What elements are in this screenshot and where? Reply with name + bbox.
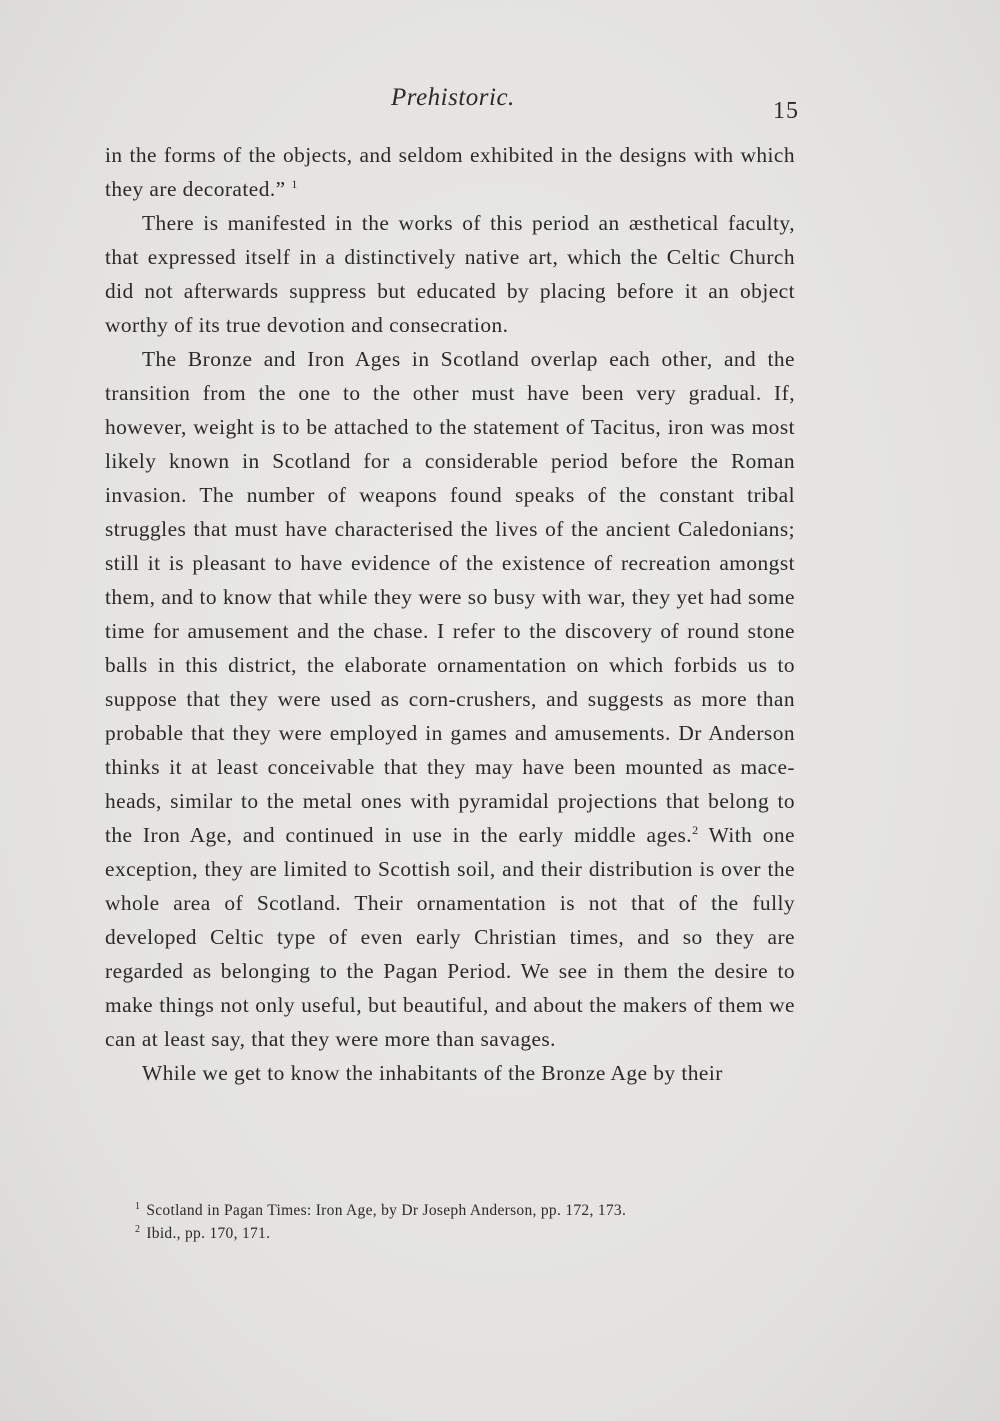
paragraph-bronze-iron (105, 342, 795, 1056)
paragraph-text: in the forms of the objects, and seldom exhibited in the designs with which they are decorated.” (105, 143, 795, 201)
paragraph-aesthetic (105, 206, 795, 342)
footnote-ref-1: 1 (291, 177, 298, 191)
paragraph-text-a: The Bronze and Iron Ages in Scotland overlap each other, and the transition from the one to the other must have been very gradual. If, however, weight is to be attached to the statement of Tacitus, iron was most likely known in Scotland for a considerable period before the Roman invasion. The number of weapons found speaks of the constant tribal struggles that must have characterised the lives of the ancient Caledonians; still it is pleasant to have evidence of the existence of recreation amongst them, and to know that while they were so busy with war, they yet had some time for amusement and the chase. I refer to the discovery of round stone balls in this district, the elaborate ornamentation on which forbids us to suppose that they were used as corn-crushers, and suggests as more than probable that they were employed in games and amusements. Dr Anderson thinks it at least conceivable that they may have been mounted as mace-heads, similar to the metal ones with pyramidal projections that belong to the Iron Age, and continued in use in the early middle ages. (105, 347, 795, 847)
footnotes (135, 1199, 775, 1245)
body-text (105, 138, 795, 1090)
footnote-ref-2: 2 (692, 823, 699, 837)
paragraph-text-b: With one exception, they are limited to Scottish soil, and their distribution is over the whole area of Scotland. Their ornamentation is not that of the fully developed Celtic type of even early Christian times, and so they are regarded as belonging to the Pagan Period. We see in them the desire to make things not only useful, but beautiful, and about the makers of them we can at least say, that they were more than savages. (105, 823, 795, 1051)
footnote-marker: 1 (135, 1201, 141, 1212)
footnote-text: Scotland in Pagan Times: Iron Age, by Dr Joseph Anderson, pp. 172, 173. (146, 1202, 627, 1219)
paragraph-text: There is manifested in the works of this period an æsthetical faculty, that expressed itself in a distinctively native art, which the Celtic Church did not afterwards suppress but educated by placing before it an object worthy of its true devotion and consecration. (105, 211, 795, 337)
footnote-text: Ibid., pp. 170, 171. (146, 1225, 271, 1242)
paragraph-continued (105, 138, 795, 206)
paragraph-text: While we get to know the inhabitants of the Bronze Age by their (142, 1061, 723, 1085)
paragraph-last-line (105, 1056, 795, 1090)
running-head (0, 84, 1000, 124)
running-title: Prehistoric. (391, 84, 515, 111)
footnote-2 (135, 1222, 775, 1245)
footnote-1 (135, 1199, 775, 1222)
footnote-marker: 2 (135, 1224, 141, 1235)
page-number: 15 (773, 98, 799, 124)
